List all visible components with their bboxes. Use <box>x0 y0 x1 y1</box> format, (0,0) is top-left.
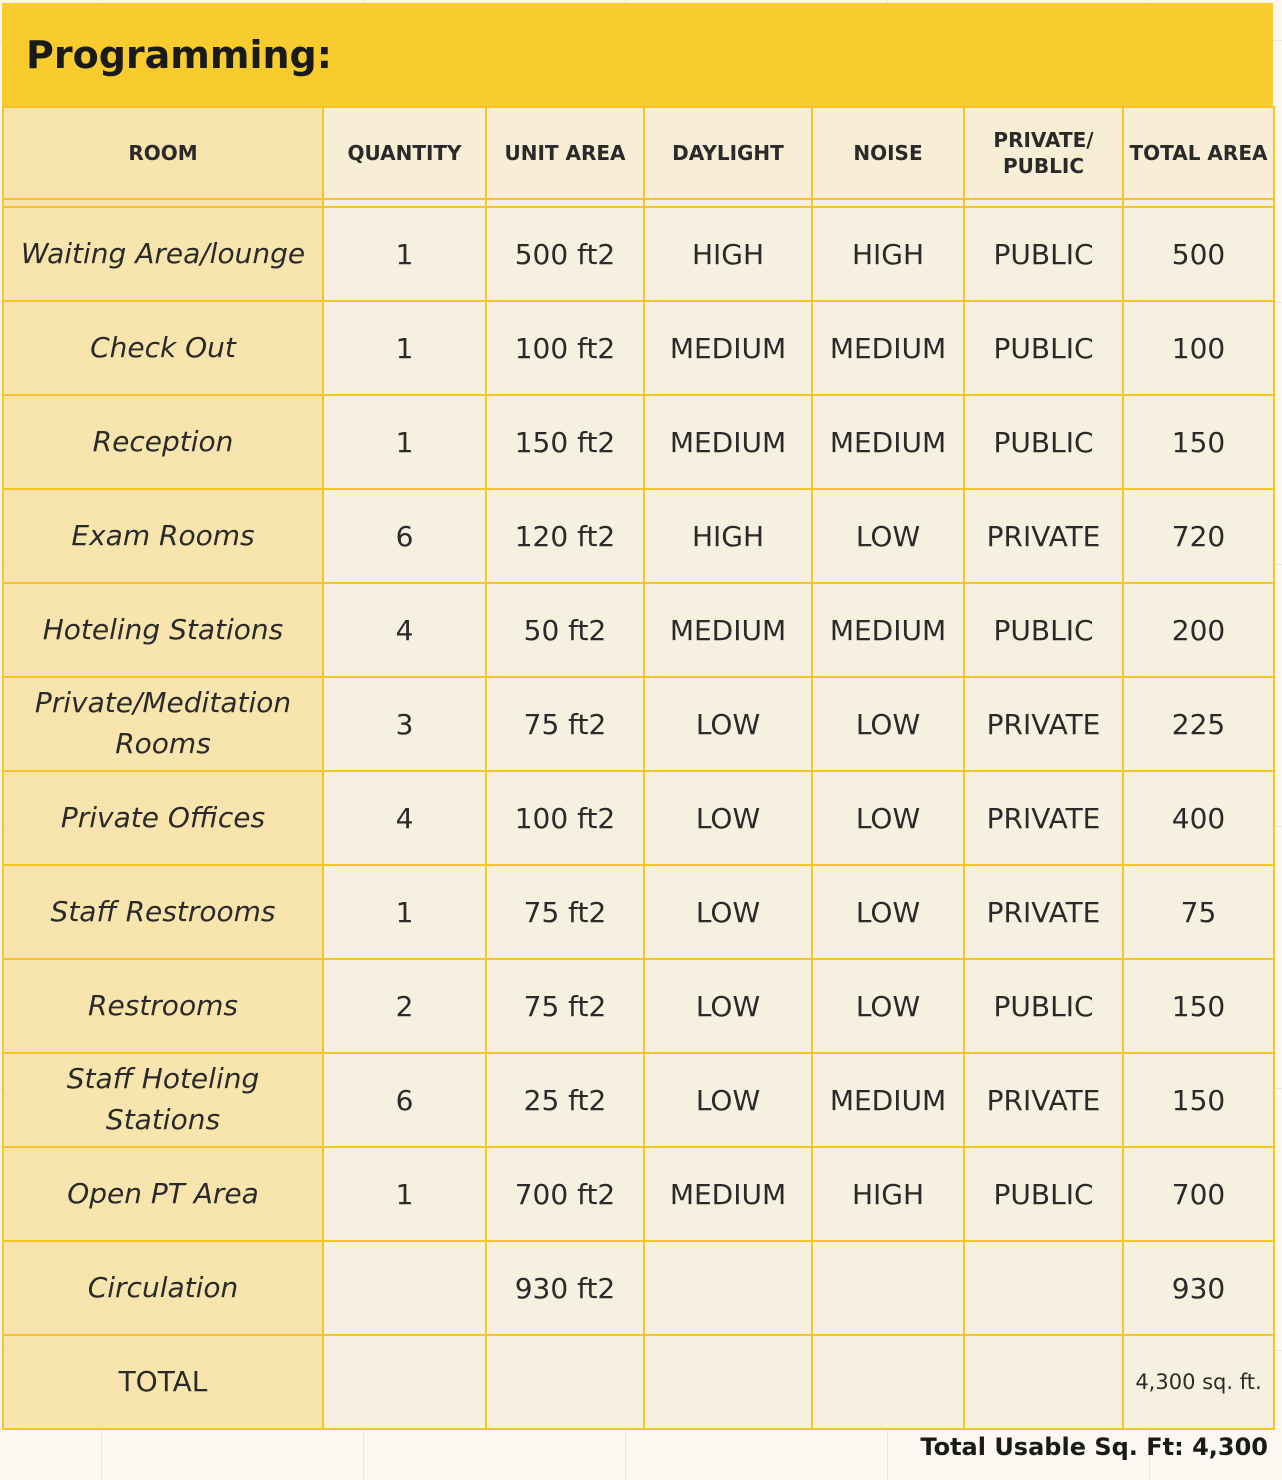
header-gap-row <box>3 199 1274 207</box>
header-room: ROOM <box>3 107 323 199</box>
privacy-cell: PUBLIC <box>964 395 1123 489</box>
noise-cell: LOW <box>812 959 964 1053</box>
total-area-cell: 400 <box>1123 771 1274 865</box>
noise-cell: LOW <box>812 771 964 865</box>
noise-cell: HIGH <box>812 1147 964 1241</box>
total-area-cell: 150 <box>1123 1053 1274 1147</box>
daylight-cell: LOW <box>644 1053 812 1147</box>
unit-area-cell: 150 ft2 <box>486 395 644 489</box>
daylight-cell: LOW <box>644 865 812 959</box>
daylight-cell: HIGH <box>644 207 812 301</box>
quantity-cell: 1 <box>323 207 486 301</box>
total-area-cell: 225 <box>1123 677 1274 771</box>
room-cell: Staff Hoteling Stations <box>3 1053 323 1147</box>
unit-area-cell: 75 ft2 <box>486 959 644 1053</box>
page-title: Programming: <box>26 32 332 77</box>
unit-area-cell: 75 ft2 <box>486 677 644 771</box>
programming-table <box>2 106 1275 1430</box>
room-cell: Private/Meditation Rooms <box>3 677 323 771</box>
quantity-cell: 3 <box>323 677 486 771</box>
quantity-cell: 1 <box>323 1147 486 1241</box>
gap-cell <box>1123 199 1274 207</box>
header-quantity: QUANTITY <box>323 107 486 199</box>
unit-area-cell: 500 ft2 <box>486 207 644 301</box>
table-row <box>3 959 1274 1053</box>
unit-area-cell: 75 ft2 <box>486 865 644 959</box>
empty-cell <box>812 1335 964 1429</box>
total-area-cell: 700 <box>1123 1147 1274 1241</box>
daylight-cell: MEDIUM <box>644 301 812 395</box>
table-row <box>3 677 1274 771</box>
total-area-cell: 150 <box>1123 395 1274 489</box>
room-cell: Reception <box>3 395 323 489</box>
daylight-cell: LOW <box>644 959 812 1053</box>
room-cell: Hoteling Stations <box>3 583 323 677</box>
empty-cell <box>323 1335 486 1429</box>
title-bar <box>2 3 1273 106</box>
room-cell: Circulation <box>3 1241 323 1335</box>
privacy-cell: PUBLIC <box>964 583 1123 677</box>
daylight-cell: MEDIUM <box>644 1147 812 1241</box>
unit-area-cell: 700 ft2 <box>486 1147 644 1241</box>
quantity-cell <box>323 1241 486 1335</box>
noise-cell: MEDIUM <box>812 1053 964 1147</box>
room-cell: Restrooms <box>3 959 323 1053</box>
table-row <box>3 1147 1274 1241</box>
privacy-cell <box>964 1241 1123 1335</box>
total-area-cell: 75 <box>1123 865 1274 959</box>
total-usable-footer: Total Usable Sq. Ft: 4,300 <box>920 1433 1268 1461</box>
unit-area-cell: 120 ft2 <box>486 489 644 583</box>
noise-cell: LOW <box>812 489 964 583</box>
unit-area-cell: 50 ft2 <box>486 583 644 677</box>
room-cell: Exam Rooms <box>3 489 323 583</box>
noise-cell: LOW <box>812 677 964 771</box>
gap-cell <box>323 199 486 207</box>
header-total-area: TOTAL AREA <box>1123 107 1274 199</box>
quantity-cell: 1 <box>323 395 486 489</box>
privacy-cell: PUBLIC <box>964 207 1123 301</box>
table-row <box>3 301 1274 395</box>
unit-area-cell: 100 ft2 <box>486 771 644 865</box>
total-label-cell: TOTAL <box>3 1335 323 1429</box>
table-row <box>3 395 1274 489</box>
daylight-cell: LOW <box>644 677 812 771</box>
gap-cell <box>964 199 1123 207</box>
header-noise: NOISE <box>812 107 964 199</box>
privacy-cell: PRIVATE <box>964 865 1123 959</box>
noise-cell: MEDIUM <box>812 583 964 677</box>
table-row <box>3 1241 1274 1335</box>
daylight-cell: HIGH <box>644 489 812 583</box>
quantity-cell: 4 <box>323 771 486 865</box>
header-daylight: DAYLIGHT <box>644 107 812 199</box>
noise-cell: LOW <box>812 865 964 959</box>
privacy-cell: PUBLIC <box>964 1147 1123 1241</box>
noise-cell: MEDIUM <box>812 395 964 489</box>
quantity-cell: 4 <box>323 583 486 677</box>
quantity-cell: 6 <box>323 1053 486 1147</box>
privacy-cell: PUBLIC <box>964 301 1123 395</box>
total-value-cell: 4,300 sq. ft. <box>1123 1335 1274 1429</box>
table-row <box>3 583 1274 677</box>
header-row <box>3 107 1274 199</box>
total-area-cell: 150 <box>1123 959 1274 1053</box>
empty-cell <box>644 1335 812 1429</box>
table-row <box>3 865 1274 959</box>
empty-cell <box>486 1335 644 1429</box>
table-row <box>3 771 1274 865</box>
room-cell: Staff Restrooms <box>3 865 323 959</box>
header-privacy <box>964 107 1123 199</box>
privacy-cell: PRIVATE <box>964 771 1123 865</box>
noise-cell: MEDIUM <box>812 301 964 395</box>
gap-cell <box>812 199 964 207</box>
programming-sheet <box>2 3 1273 1422</box>
room-cell: Private Offices <box>3 771 323 865</box>
privacy-cell: PRIVATE <box>964 677 1123 771</box>
header-privacy-line2: PUBLIC <box>1002 154 1084 178</box>
noise-cell <box>812 1241 964 1335</box>
gap-cell <box>486 199 644 207</box>
room-cell: Check Out <box>3 301 323 395</box>
unit-area-cell: 25 ft2 <box>486 1053 644 1147</box>
total-area-cell: 500 <box>1123 207 1274 301</box>
noise-cell: HIGH <box>812 207 964 301</box>
header-unit-area: UNIT AREA <box>486 107 644 199</box>
daylight-cell <box>644 1241 812 1335</box>
quantity-cell: 2 <box>323 959 486 1053</box>
table-body <box>3 199 1274 1429</box>
empty-cell <box>964 1335 1123 1429</box>
header-privacy-line1: PRIVATE/ <box>993 128 1094 152</box>
privacy-cell: PRIVATE <box>964 1053 1123 1147</box>
daylight-cell: MEDIUM <box>644 583 812 677</box>
table-row <box>3 489 1274 583</box>
quantity-cell: 1 <box>323 865 486 959</box>
table-row <box>3 207 1274 301</box>
privacy-cell: PUBLIC <box>964 959 1123 1053</box>
room-cell: Waiting Area/lounge <box>3 207 323 301</box>
daylight-cell: LOW <box>644 771 812 865</box>
gap-cell <box>3 199 323 207</box>
gap-cell <box>644 199 812 207</box>
total-area-cell: 930 <box>1123 1241 1274 1335</box>
privacy-cell: PRIVATE <box>964 489 1123 583</box>
daylight-cell: MEDIUM <box>644 395 812 489</box>
quantity-cell: 6 <box>323 489 486 583</box>
unit-area-cell: 930 ft2 <box>486 1241 644 1335</box>
total-area-cell: 720 <box>1123 489 1274 583</box>
quantity-cell: 1 <box>323 301 486 395</box>
total-area-cell: 100 <box>1123 301 1274 395</box>
unit-area-cell: 100 ft2 <box>486 301 644 395</box>
total-area-cell: 200 <box>1123 583 1274 677</box>
table-row <box>3 1053 1274 1147</box>
total-row <box>3 1335 1274 1429</box>
room-cell: Open PT Area <box>3 1147 323 1241</box>
